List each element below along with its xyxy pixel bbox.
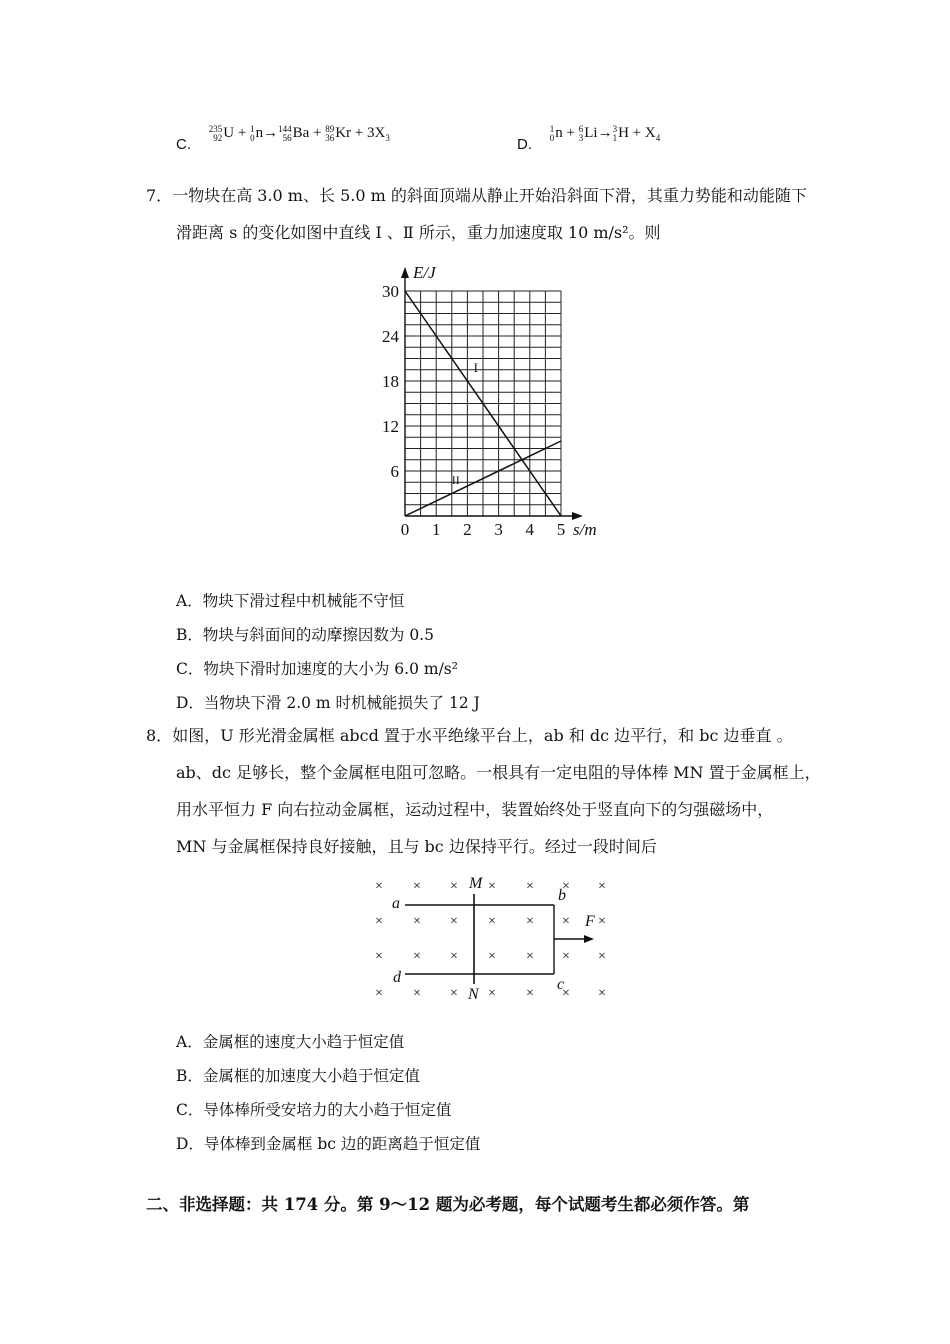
kr-atomic-number: 36 xyxy=(325,132,335,143)
h-symbol: H xyxy=(618,125,629,141)
x-tick-label: 2 xyxy=(463,520,472,539)
section-2-heading: 二、非选择题：共 174 分。第 9～12 题为必考题，每个试题考生都必须作答。第 xyxy=(146,1195,750,1214)
q7-option-d: D．当物块下滑 2.0 m 时机械能损失了 12 J xyxy=(176,694,480,712)
x-subscript: 3 xyxy=(385,133,390,143)
series-label-I: I xyxy=(473,360,478,375)
field-cross: × xyxy=(526,879,534,894)
label-b: b xyxy=(558,887,566,904)
x-tick-label: 3 xyxy=(494,520,503,539)
x-tick-label: 4 xyxy=(525,520,535,539)
reaction-arrow-icon: → xyxy=(597,125,613,141)
series-label-II: II xyxy=(451,472,460,487)
plus-sign: + xyxy=(312,125,322,141)
y-axis-label: E/J xyxy=(413,263,436,282)
force-arrow-icon xyxy=(584,935,594,943)
kr-mass: 89 xyxy=(325,123,335,134)
field-cross: × xyxy=(450,949,458,964)
q8-option-b: B．金属框的加速度大小趋于恒定值 xyxy=(176,1067,420,1085)
field-cross: × xyxy=(488,949,496,964)
field-cross: × xyxy=(526,914,534,929)
option-c-reaction xyxy=(176,123,390,153)
n-atomic-number: 0 xyxy=(250,132,255,143)
q8-stem-3: 用水平恒力 F 向右拉动金属框，运动过程中，装置始终处于竖直向下的匀强磁场中， xyxy=(176,800,774,819)
h-atomic-number: 1 xyxy=(612,132,618,143)
q8-stem-2: ab、dc 足够长，整个金属框电阻可忽略。一根具有一定电阻的导体棒 MN 置于金属框上， xyxy=(176,763,821,782)
field-cross: × xyxy=(562,879,570,894)
ba-mass: 144 xyxy=(278,123,292,134)
q8-option-d: D．导体棒到金属框 bc 边的距离趋于恒定值 xyxy=(176,1135,481,1153)
field-cross: × xyxy=(598,879,606,894)
field-cross: × xyxy=(450,879,458,894)
option-d-reaction xyxy=(517,123,661,153)
q7-line1 xyxy=(146,185,807,207)
q8-number: 8． xyxy=(146,726,173,745)
plus-sign: + xyxy=(566,125,575,141)
u-atomic-number: 92 xyxy=(213,132,223,143)
label-m: M xyxy=(469,875,483,892)
y-tick-label: 24 xyxy=(382,327,399,346)
label-c: c xyxy=(557,976,565,993)
field-cross: × xyxy=(598,949,606,964)
field-cross: × xyxy=(413,914,421,929)
field-cross: × xyxy=(488,914,496,929)
magnetic-field-crosses xyxy=(375,879,606,1001)
field-cross: × xyxy=(488,986,496,1001)
x-tick-label: 5 xyxy=(556,520,566,539)
field-cross: × xyxy=(413,986,421,1001)
q7-stem-1: 一物块在高 3.0 m、长 5.0 m 的斜面顶端从静止开始沿斜面下滑，其重力势能和动能随下 xyxy=(172,186,807,205)
ba-atomic-number: 56 xyxy=(282,132,292,143)
field-cross: × xyxy=(598,986,606,1001)
option-c-label: C. xyxy=(176,136,191,153)
field-cross: × xyxy=(413,879,421,894)
y-tick-label: 30 xyxy=(382,282,399,301)
metal-frame-figure xyxy=(360,868,630,1008)
q7-option-b: B．物块与斜面间的动摩擦因数为 0.5 xyxy=(176,626,434,644)
field-cross: × xyxy=(450,986,458,1001)
q7-option-a: A．物块下滑过程中机械能不守恒 xyxy=(176,592,405,610)
ba-symbol: Ba xyxy=(292,125,310,141)
field-cross: × xyxy=(598,914,606,929)
field-cross: × xyxy=(450,914,458,929)
n-mass: 1 xyxy=(549,123,555,134)
n-mass: 1 xyxy=(250,123,255,134)
field-cross: × xyxy=(562,986,570,1001)
q8-stem-1: 如图，U 形光滑金属框 abcd 置于水平绝缘平台上，ab 和 dc 边平行，和 bc 边垂直 。 xyxy=(172,726,793,745)
x-tick-label: 1 xyxy=(431,520,441,539)
label-f: F xyxy=(585,913,595,930)
x-term: + 3X xyxy=(354,125,386,141)
q8-line1 xyxy=(146,725,793,747)
q8-option-c: C．导体棒所受安培力的大小趋于恒定值 xyxy=(176,1101,452,1119)
n-atomic-number: 0 xyxy=(549,132,555,143)
kr-symbol: Kr xyxy=(335,125,352,141)
q8-option-a: A．金属框的速度大小趋于恒定值 xyxy=(176,1033,405,1051)
u-mass: 235 xyxy=(208,123,223,134)
x-axis-arrow-icon xyxy=(572,512,583,520)
field-cross: × xyxy=(526,949,534,964)
x-tick-label: 0 xyxy=(400,520,410,539)
q7-stem-2: 滑距离 s 的变化如图中直线 Ⅰ 、Ⅱ 所示，重力加速度取 10 m/s²。则 xyxy=(176,223,661,242)
li-mass: 6 xyxy=(578,123,584,134)
label-d: d xyxy=(393,969,401,986)
h-mass: 3 xyxy=(612,123,618,134)
li-symbol: Li xyxy=(584,125,598,141)
field-cross: × xyxy=(526,986,534,1001)
y-tick-label: 18 xyxy=(382,372,399,391)
li-atomic-number: 3 xyxy=(578,132,584,143)
reaction-arrow-icon: → xyxy=(263,125,279,141)
x-subscript: 4 xyxy=(655,133,661,143)
x-term: + X xyxy=(632,125,656,141)
field-cross: × xyxy=(375,949,383,964)
energy-distance-chart xyxy=(360,255,620,545)
field-cross: × xyxy=(413,949,421,964)
field-cross: × xyxy=(375,986,383,1001)
q7-option-c: C．物块下滑时加速度的大小为 6.0 m/s² xyxy=(176,660,458,678)
option-d-label: D. xyxy=(517,136,532,153)
field-cross: × xyxy=(375,914,383,929)
plus-sign: + xyxy=(237,125,247,141)
label-n: N xyxy=(468,986,479,1003)
n-symbol: n xyxy=(555,125,563,141)
y-tick-label: 6 xyxy=(390,462,399,481)
y-tick-label: 12 xyxy=(382,417,399,436)
x-axis-label: s/m xyxy=(573,520,597,539)
field-cross: × xyxy=(375,879,383,894)
field-cross: × xyxy=(562,914,570,929)
u-symbol: U xyxy=(223,125,235,141)
label-a: a xyxy=(392,895,400,912)
q8-stem-4: MN 与金属框保持良好接触，且与 bc 边保持平行。经过一段时间后 xyxy=(176,837,657,856)
n-symbol: n xyxy=(255,125,264,141)
q7-number: 7． xyxy=(146,186,173,205)
field-cross: × xyxy=(562,949,570,964)
field-cross: × xyxy=(488,879,496,894)
y-axis-arrow-icon xyxy=(401,267,409,278)
